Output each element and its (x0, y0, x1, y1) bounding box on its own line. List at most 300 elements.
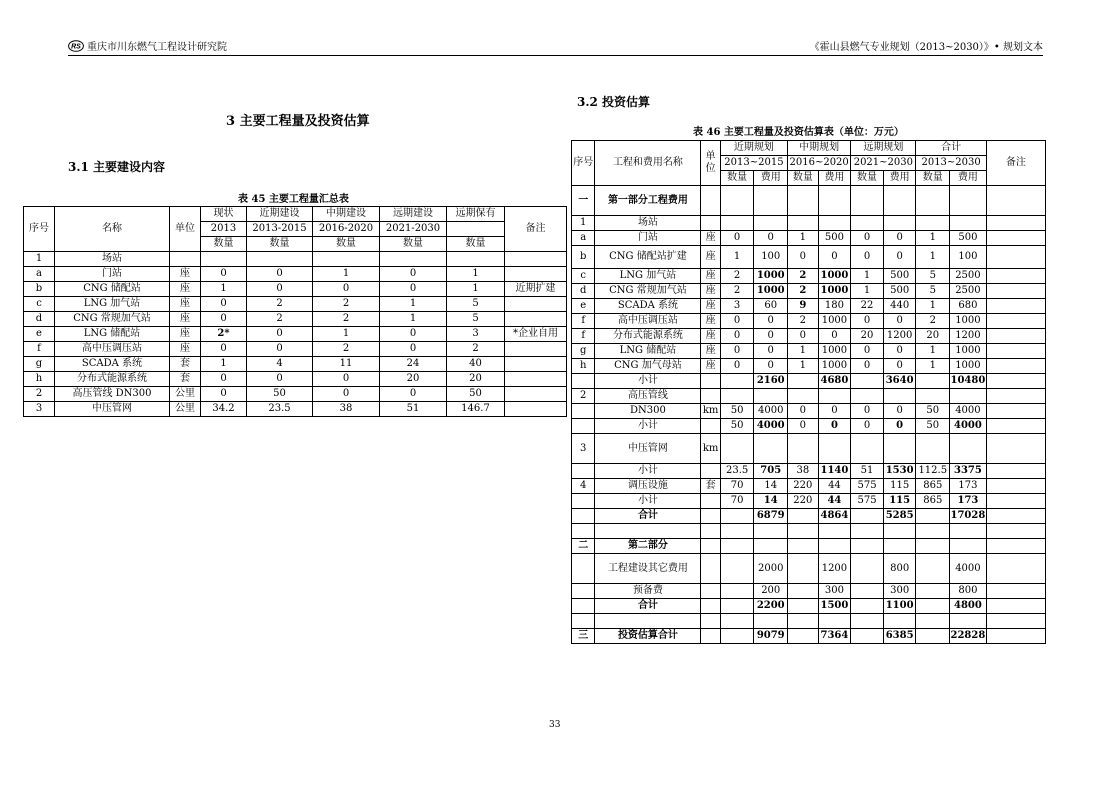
table-cell: 1 (380, 297, 447, 312)
table-cell: 11 (313, 357, 380, 372)
table-cell (986, 554, 1045, 584)
table-cell: 0 (754, 344, 788, 359)
table-cell (572, 554, 595, 584)
table-cell: 4000 (950, 419, 987, 434)
table-row (24, 312, 567, 327)
table-cell: 0 (788, 246, 819, 269)
table-cell (720, 584, 754, 599)
year-label: 2013~2015 (720, 156, 787, 171)
table-cell (572, 464, 595, 479)
table-row (572, 614, 1046, 629)
table-cell (754, 539, 788, 554)
qty-label: 数量 (788, 171, 819, 186)
table-cell: 5 (916, 284, 950, 299)
table-cell (851, 584, 884, 599)
table-cell: CNG 常规加气站 (595, 284, 701, 299)
table-cell: 2000 (754, 554, 788, 584)
table-cell: e (572, 299, 595, 314)
col-group-far: 远期建设 (380, 207, 447, 222)
table-row (572, 344, 1046, 359)
table-cell: 2200 (754, 599, 788, 614)
table-cell (788, 629, 819, 644)
table-cell (818, 186, 851, 216)
table-cell: 小计 (595, 494, 701, 509)
table-cell: 23.5 (247, 402, 313, 417)
table-cell: 0 (754, 231, 788, 246)
table-cell (788, 584, 819, 599)
table-cell (986, 374, 1045, 389)
table-cell (950, 539, 987, 554)
table-cell (916, 614, 950, 629)
table-cell (986, 524, 1045, 539)
table-cell (720, 599, 754, 614)
table-cell: 146.7 (447, 402, 505, 417)
table-cell (788, 614, 819, 629)
table-cell: 0 (380, 327, 447, 342)
table-cell: 6879 (754, 509, 788, 524)
table-cell: 180 (818, 299, 851, 314)
year-label: 2013~2030 (916, 156, 986, 171)
qty-label: 数量 (247, 237, 313, 252)
table-row (572, 434, 1046, 464)
table-cell: 0 (247, 342, 313, 357)
table-cell (247, 252, 313, 267)
table-cell: 22828 (950, 629, 987, 644)
table-cell (986, 231, 1045, 246)
section-title-3-1: 3.1 主要建设内容 (68, 160, 166, 174)
table-cell: 3640 (883, 374, 916, 389)
table-cell (572, 584, 595, 599)
table-cell: LNG 加气站 (595, 269, 701, 284)
table-cell: c (24, 297, 55, 312)
year-label (447, 222, 505, 237)
table-cell: 300 (818, 584, 851, 599)
table-cell: 2500 (950, 269, 987, 284)
org-name: 重庆市川东燃气工程设计研究院 (87, 42, 227, 53)
table-cell: 4000 (950, 404, 987, 419)
table-cell: 座 (701, 329, 720, 344)
table-cell: 0 (788, 329, 819, 344)
table-cell (950, 524, 987, 539)
table-cell: 50 (247, 387, 313, 402)
table-row (24, 267, 567, 282)
table-cell: 50 (916, 419, 950, 434)
table-cell: 1 (916, 359, 950, 374)
table-cell (851, 216, 884, 231)
table-cell: 220 (788, 479, 819, 494)
table-cell (572, 614, 595, 629)
table-cell: 合计 (595, 599, 701, 614)
header-rule (68, 55, 1043, 56)
table-cell (883, 539, 916, 554)
table-row (572, 314, 1046, 329)
table-cell: 0 (380, 267, 447, 282)
table-cell (701, 599, 720, 614)
table-cell: 0 (380, 342, 447, 357)
table-cell: 座 (701, 344, 720, 359)
qty-label: 数量 (916, 171, 950, 186)
table-cell: 4 (247, 357, 313, 372)
table-row (572, 464, 1046, 479)
table-cell: 1000 (818, 344, 851, 359)
table-cell: 680 (950, 299, 987, 314)
table-cell: CNG 储配站扩建 (595, 246, 701, 269)
table-cell: 60 (754, 299, 788, 314)
svg-text:RS: RS (71, 43, 81, 51)
table-cell: 2 (247, 297, 313, 312)
table-cell: 2 (447, 342, 505, 357)
table-row (572, 419, 1046, 434)
table-cell: 0 (313, 282, 380, 297)
table-cell: 0 (851, 246, 884, 269)
col-name: 工程和费用名称 (595, 141, 701, 186)
table-cell (986, 494, 1045, 509)
table-cell: 7364 (818, 629, 851, 644)
table-cell: 173 (950, 479, 987, 494)
table-cell (505, 402, 567, 417)
table-cell (701, 186, 720, 216)
table-cell: 0 (313, 372, 380, 387)
table-cell: 2500 (950, 284, 987, 299)
table-cell (720, 539, 754, 554)
table-cell: 1000 (950, 359, 987, 374)
table-cell: 0 (818, 419, 851, 434)
table-cell: 调压设施 (595, 479, 701, 494)
table-cell: 0 (201, 312, 247, 327)
table-cell (595, 524, 701, 539)
table-cell: CNG 储配站 (55, 282, 170, 297)
table-cell (986, 584, 1045, 599)
table-cell: 1500 (818, 599, 851, 614)
table-cell: 1 (447, 282, 505, 297)
table-cell: 分布式能源系统 (55, 372, 170, 387)
table-cell: 44 (818, 479, 851, 494)
table-row (24, 297, 567, 312)
table-cell (788, 509, 819, 524)
table-cell (788, 524, 819, 539)
table-cell (916, 599, 950, 614)
table-cell: 0 (851, 404, 884, 419)
table-cell: 0 (883, 314, 916, 329)
table-cell: 0 (851, 314, 884, 329)
table-cell: 合计 (595, 509, 701, 524)
table-cell (986, 419, 1045, 434)
table-cell (916, 554, 950, 584)
table-cell (720, 434, 754, 464)
table-cell (883, 186, 916, 216)
table-cell (986, 329, 1045, 344)
table-cell: 38 (313, 402, 380, 417)
table-cell (701, 614, 720, 629)
table-cell: 高压管线 (595, 389, 701, 404)
table-cell (818, 216, 851, 231)
table-cell (851, 539, 884, 554)
table-cell (818, 434, 851, 464)
table-cell: 38 (788, 464, 819, 479)
table-cell (505, 387, 567, 402)
table-cell: 1 (201, 282, 247, 297)
table-cell: 1200 (950, 329, 987, 344)
table-cell: 座 (170, 267, 201, 282)
table-cell (572, 509, 595, 524)
table-cell: d (24, 312, 55, 327)
table-cell: 500 (883, 284, 916, 299)
table-cell: 投资估算合计 (595, 629, 701, 644)
table-cell: 0 (313, 387, 380, 402)
table-cell: 0 (720, 329, 754, 344)
table-cell: 0 (720, 359, 754, 374)
table-row (572, 389, 1046, 404)
table-cell: 0 (851, 344, 884, 359)
table-cell: 3 (720, 299, 754, 314)
table-cell (916, 629, 950, 644)
table-cell: 440 (883, 299, 916, 314)
table-cell: 23.5 (720, 464, 754, 479)
table-cell (701, 464, 720, 479)
table-row (572, 509, 1046, 524)
table-cell: e (24, 327, 55, 342)
table-cell (505, 342, 567, 357)
table-cell (754, 186, 788, 216)
table-cell: 575 (851, 479, 884, 494)
table-cell: 1000 (818, 284, 851, 299)
col-note: 备注 (505, 207, 567, 252)
table-cell: 0 (201, 342, 247, 357)
table-row (572, 284, 1046, 299)
year-label: 2021-2030 (380, 222, 447, 237)
table-cell: 0 (720, 314, 754, 329)
table-cell (950, 186, 987, 216)
table-cell: 1 (201, 357, 247, 372)
table-cell (883, 524, 916, 539)
table-cell (788, 554, 819, 584)
table-cell (916, 434, 950, 464)
table-cell: 4000 (754, 404, 788, 419)
table-cell: 2* (201, 327, 247, 342)
table-cell (883, 389, 916, 404)
table-cell: 0 (201, 267, 247, 282)
table-cell: h (24, 372, 55, 387)
table-cell: 1 (851, 269, 884, 284)
year-label: 2016~2020 (788, 156, 851, 171)
table-cell (701, 216, 720, 231)
table-cell: 865 (916, 479, 950, 494)
table-cell: 1000 (754, 284, 788, 299)
table-cell (447, 252, 505, 267)
table-cell: 套 (170, 372, 201, 387)
table-cell: 24 (380, 357, 447, 372)
table-cell: c (572, 269, 595, 284)
table-cell (720, 629, 754, 644)
table-cell: 50 (720, 404, 754, 419)
table-cell: 2 (720, 284, 754, 299)
table-cell (986, 186, 1045, 216)
table-cell (572, 524, 595, 539)
table-cell: 预备费 (595, 584, 701, 599)
table-cell (788, 599, 819, 614)
col-note: 备注 (986, 141, 1045, 186)
col-seq: 序号 (572, 141, 595, 186)
table-cell: 100 (754, 246, 788, 269)
table-cell: f (572, 329, 595, 344)
table-cell (986, 359, 1045, 374)
table-cell (986, 269, 1045, 284)
table-46-caption: 表 46 主要工程量及投资估算表（单位：万元） (693, 127, 904, 138)
table-cell: 5 (447, 312, 505, 327)
table-cell (986, 299, 1045, 314)
qty-label: 数量 (447, 237, 505, 252)
table-cell: 小计 (595, 419, 701, 434)
table-cell: 座 (170, 282, 201, 297)
table-cell: 高中压调压站 (55, 342, 170, 357)
table-cell: 4000 (950, 554, 987, 584)
table-cell: 14 (754, 479, 788, 494)
table-cell: 2 (916, 314, 950, 329)
table-row (572, 231, 1046, 246)
table-cell: 2 (788, 314, 819, 329)
table-cell: 0 (247, 372, 313, 387)
table-cell (572, 404, 595, 419)
table-row (572, 359, 1046, 374)
table-cell (986, 614, 1045, 629)
table-cell (701, 584, 720, 599)
table-cell (720, 389, 754, 404)
table-cell (572, 419, 595, 434)
table-cell: 2 (788, 284, 819, 299)
table-cell: 1000 (950, 314, 987, 329)
table-cell: 70 (720, 479, 754, 494)
table-cell: 0 (754, 359, 788, 374)
table-cell (701, 509, 720, 524)
table-cell: 0 (818, 246, 851, 269)
qty-label: 数量 (380, 237, 447, 252)
table-row (24, 342, 567, 357)
col-unit: 单位 (170, 207, 201, 252)
table-cell (313, 252, 380, 267)
table-cell (986, 539, 1045, 554)
year-label: 2021~2030 (851, 156, 916, 171)
table-45-caption: 表 45 主要工程量汇总表 (238, 194, 349, 205)
table-cell (701, 494, 720, 509)
table-cell: SCADA 系统 (55, 357, 170, 372)
table-cell (851, 434, 884, 464)
table-cell: 0 (720, 344, 754, 359)
year-label: 2013-2015 (247, 222, 313, 237)
table-cell: 10480 (950, 374, 987, 389)
table-row (572, 269, 1046, 284)
table-cell: 5285 (883, 509, 916, 524)
table-cell (986, 216, 1045, 231)
table-cell: 173 (950, 494, 987, 509)
table-cell: 场站 (595, 216, 701, 231)
table-cell: 0 (883, 246, 916, 269)
table-cell: 800 (950, 584, 987, 599)
table-cell: 0 (818, 329, 851, 344)
table-cell: 座 (170, 342, 201, 357)
table-cell: 6385 (883, 629, 916, 644)
table-cell (720, 614, 754, 629)
table-cell (505, 252, 567, 267)
col-group-current: 现状 (201, 207, 247, 222)
table-cell: 高中压调压站 (595, 314, 701, 329)
table-row (24, 327, 567, 342)
table-cell: 0 (247, 327, 313, 342)
table-cell (986, 434, 1045, 464)
table-cell (818, 614, 851, 629)
table-cell (505, 267, 567, 282)
table-row (572, 554, 1046, 584)
qty-label: 数量 (313, 237, 380, 252)
table-cell (788, 389, 819, 404)
table-row (572, 629, 1046, 644)
section-title-3-2: 3.2 投资估算 (577, 95, 651, 109)
table-cell: 50 (916, 404, 950, 419)
table-cell: LNG 储配站 (55, 327, 170, 342)
table-cell: 1 (851, 284, 884, 299)
table-row (572, 599, 1046, 614)
table-cell (505, 312, 567, 327)
table-cell: 51 (851, 464, 884, 479)
table-cell: f (572, 314, 595, 329)
table-cell: 0 (883, 419, 916, 434)
table-cell: DN300 (595, 404, 701, 419)
table-row (24, 372, 567, 387)
table-cell (818, 524, 851, 539)
table-cell (986, 479, 1045, 494)
table-cell: g (572, 344, 595, 359)
table-cell: 0 (201, 387, 247, 402)
table-cell: 220 (788, 494, 819, 509)
table-cell: 工程建设其它费用 (595, 554, 701, 584)
table-cell (788, 374, 819, 389)
table-row (572, 404, 1046, 419)
table-cell: 套 (170, 357, 201, 372)
table-cell: 14 (754, 494, 788, 509)
table-cell: 1 (572, 216, 595, 231)
table-cell (851, 186, 884, 216)
table-cell (701, 419, 720, 434)
table-cell: 座 (170, 312, 201, 327)
rs-logo-icon (68, 40, 84, 52)
page-number: 33 (549, 720, 561, 730)
table-cell (818, 539, 851, 554)
table-cell (851, 554, 884, 584)
table-cell: 1 (916, 344, 950, 359)
table-cell: 0 (720, 231, 754, 246)
table-cell (916, 216, 950, 231)
table-cell: 公里 (170, 387, 201, 402)
table-cell (986, 246, 1045, 269)
table-cell: 2 (247, 312, 313, 327)
col-group-mid: 中期建设 (313, 207, 380, 222)
table-cell (572, 494, 595, 509)
table-row (572, 524, 1046, 539)
table-cell: 座 (701, 314, 720, 329)
table-cell (720, 509, 754, 524)
table-cell: 中压管网 (595, 434, 701, 464)
table-cell: 0 (380, 387, 447, 402)
table-cell: 2 (24, 387, 55, 402)
table-cell: 500 (950, 231, 987, 246)
table-cell: 1 (720, 246, 754, 269)
table-cell: b (24, 282, 55, 297)
table-cell: 0 (754, 329, 788, 344)
table-cell: 20 (916, 329, 950, 344)
table-cell: 0 (851, 231, 884, 246)
table-cell: 2160 (754, 374, 788, 389)
table-cell: 高压管线 DN300 (55, 387, 170, 402)
table-cell (916, 584, 950, 599)
